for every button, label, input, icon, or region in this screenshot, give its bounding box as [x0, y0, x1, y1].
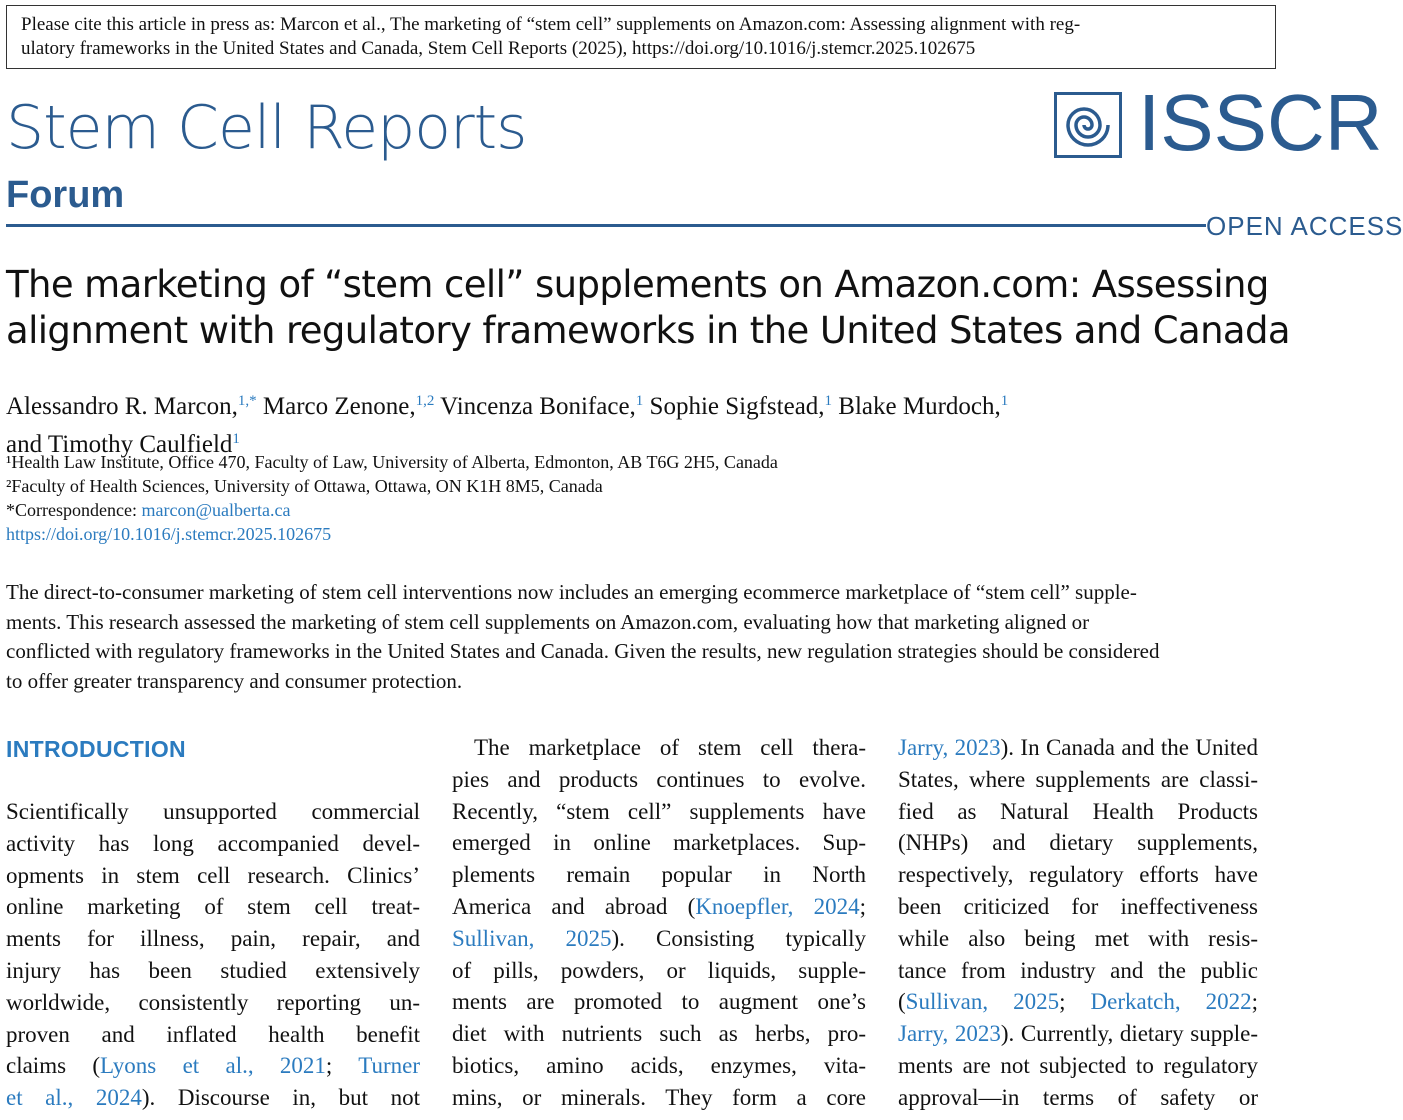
author-affil-sup: 1,* [237, 393, 257, 409]
author-name: Alessandro R. Marcon, [6, 393, 238, 420]
abstract-line: to offer greater transparency and consumer protection. [6, 668, 463, 693]
body-column-3 [898, 732, 1258, 1114]
author-name: Vincenza Boniface, [434, 393, 636, 420]
citation-line-1: Please cite this article in press as: Marcon et al., The marketing of “stem cell” supplements on Amazon.com: Assessing alignment with reg- [21, 14, 1081, 35]
text-line: worldwide, consistently reporting un- [6, 989, 420, 1015]
abstract [6, 578, 1256, 696]
text-line: approval—in terms of safety or [898, 1084, 1258, 1110]
text-line: ments for illness, pain, repair, and [6, 926, 420, 952]
title-line-2: alignment with regulatory frameworks in the United States and Canada [6, 309, 1290, 352]
author-affil-sup: 1 [824, 393, 833, 409]
affiliation-2: ²Faculty of Health Sciences, University of Ottawa, Ottawa, ON K1H 8M5, Canada [6, 476, 603, 496]
title-line-1: The marketing of “stem cell” supplements on Amazon.com: Assessing [6, 263, 1269, 306]
correspondence-label: *Correspondence: [6, 500, 142, 520]
doi-link[interactable]: https://doi.org/10.1016/j.stemcr.2025.102675 [6, 524, 332, 544]
affiliations [6, 450, 1256, 546]
text-line: Jarry, 2023). Currently, dietary supple- [898, 1021, 1258, 1047]
isscr-logo-icon [1054, 92, 1122, 158]
author-name: Blake Murdoch, [832, 393, 1001, 420]
text-line: fied as Natural Health Products [898, 798, 1258, 824]
text-line: Jarry, 2023). In Canada and the United [898, 735, 1258, 760]
correspondence-email-link[interactable]: marcon@ualberta.ca [141, 500, 291, 520]
text-line: proven and inflated health benefit [6, 1021, 420, 1047]
section-heading-introduction: INTRODUCTION [6, 736, 186, 762]
abstract-line: ments. This research assessed the marketing of stem cell supplements on Amazon.com, evaluating how that marketing aligned or [6, 609, 1090, 634]
citation-link[interactable]: et al., 2024 [6, 1085, 142, 1111]
text-line: pies and products continues to evolve. [452, 766, 866, 792]
text-line: injury has been studied extensively [6, 957, 420, 983]
author-affil-sup: 1,2 [415, 393, 435, 409]
header-rule [6, 224, 1206, 227]
author-affil-sup: 1 [232, 431, 240, 447]
text-line: biotics, amino acids, enzymes, vita- [452, 1052, 866, 1078]
author-name: Sophie Sigfstead, [643, 393, 825, 420]
body-column-1 [6, 732, 420, 1114]
text-line: tance from industry and the public [898, 957, 1258, 983]
author-name: and Timothy Caulfield [6, 431, 233, 458]
citation-notice-box [6, 5, 1276, 69]
open-access-tag: OPEN ACCESS [1206, 211, 1403, 241]
text-line: while also being met with resis- [898, 925, 1258, 951]
text-line: (NHPs) and dietary supplements, [898, 830, 1258, 856]
affiliation-1: ¹Health Law Institute, Office 470, Faculty of Law, University of Alberta, Edmonton, AB T6G 2H5, Canada [6, 452, 778, 472]
author-name: Marco Zenone, [256, 393, 416, 420]
text-line: of pills, powders, or liquids, supple- [452, 957, 866, 983]
text-line: Sullivan, 2025). Consisting typically [452, 925, 866, 951]
section-label: Forum [6, 174, 125, 216]
text-line: opments in stem cell research. Clinics’ [6, 862, 420, 888]
text-line: emerged in online marketplaces. Sup- [452, 830, 866, 856]
text-line: States, where supplements are classi- [898, 766, 1258, 792]
journal-name: Stem Cell Reports [6, 93, 527, 163]
citation-link[interactable]: Jarry, 2023 [898, 1021, 1001, 1047]
text-line: America and abroad (Knoepfler, 2024; [452, 893, 866, 919]
correspondence-line [6, 498, 1256, 522]
text-line: Scientifically unsupported commercial [6, 799, 420, 824]
citation-link[interactable]: Jarry, 2023 [898, 735, 1001, 760]
isscr-logo-text: ISSCR [1138, 78, 1383, 167]
abstract-line: The direct-to-consumer marketing of stem cell interventions now includes an emerging ecommerce marketplace of “stem cell” supple- [6, 580, 1137, 604]
citation-link[interactable]: Lyons et al., 2021 [100, 1053, 326, 1079]
citation-link[interactable]: Turner [358, 1053, 420, 1079]
text-line: The marketplace of stem cell thera- [474, 735, 866, 760]
text-line: diet with nutrients such as herbs, pro- [452, 1021, 866, 1047]
text-line: been criticized for ineffectiveness [898, 893, 1258, 919]
text-line: plements remain popular in North [452, 862, 866, 888]
citation-link[interactable]: Sullivan, 2025 [905, 989, 1060, 1015]
citation-link[interactable]: Derkatch, 2022 [1090, 989, 1252, 1015]
text-line: (Sullivan, 2025; Derkatch, 2022; [898, 989, 1258, 1015]
text-line: Recently, “stem cell” supplements have [452, 798, 866, 824]
body-column-2 [452, 732, 866, 1114]
abstract-line: conflicted with regulatory frameworks in the United States and Canada. Given the results, new regulation strategies should be considered [6, 639, 1160, 663]
citation-link[interactable]: Knoepfler, 2024 [695, 893, 860, 919]
text-line: activity has long accompanied devel- [6, 830, 420, 856]
citation-link[interactable]: Sullivan, 2025 [452, 925, 612, 951]
article-title [6, 262, 1290, 354]
citation-line-2: ulatory frameworks in the United States and Canada, Stem Cell Reports (2025), https://doi.org/10.1016/j.stemcr.2025.102675 [21, 38, 976, 59]
author-affil-sup: 1 [635, 393, 644, 409]
text-line: ments are not subjected to regulatory [898, 1052, 1258, 1078]
text-line: ments are promoted to augment one’s [452, 989, 866, 1015]
text-line: claims (Lyons et al., 2021; Turner [6, 1053, 420, 1079]
text-line: online marketing of stem cell treat- [6, 894, 420, 920]
text-line: mins, or minerals. They form a core [452, 1084, 866, 1110]
text-line: respectively, regulatory efforts have [898, 862, 1258, 888]
text-line: et al., 2024). Discourse in, but not [6, 1085, 420, 1111]
author-affil-sup: 1 [1000, 393, 1009, 409]
